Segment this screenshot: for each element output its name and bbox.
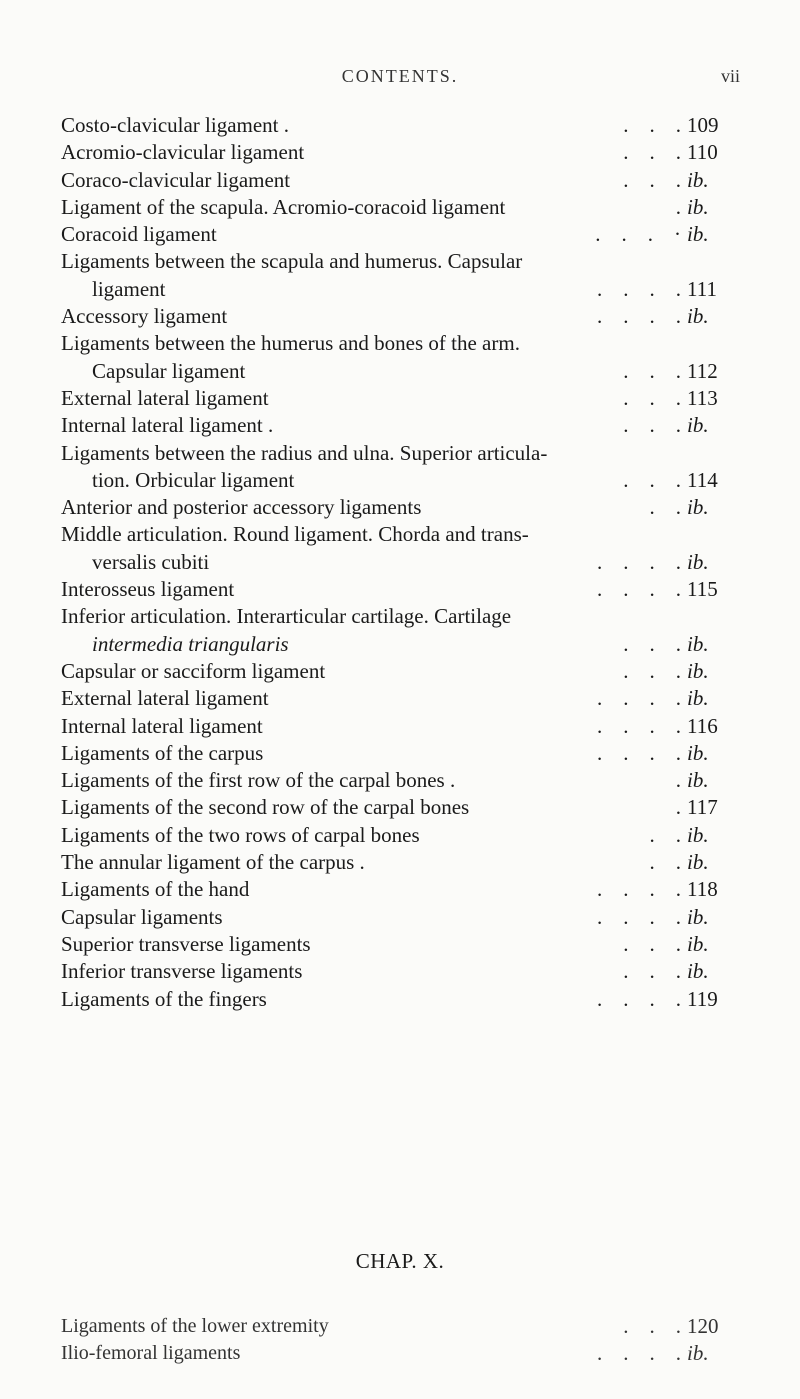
toc-entry-text: Ligaments of the two rows of carpal bones (61, 822, 420, 847)
toc-page-number: ib. (687, 850, 709, 875)
toc-leader-dots: . . . (623, 1314, 681, 1338)
toc-leader-dots: . . (649, 495, 681, 520)
toc-entry (61, 1340, 741, 1367)
toc-entry-text: The annular ligament of the carpus . (61, 850, 365, 875)
toc-page-number: ib. (687, 495, 709, 520)
toc-entry (61, 986, 741, 1013)
toc-entry (61, 603, 741, 630)
toc-leader-dots: . . . . (597, 713, 681, 738)
toc-page-number: 114 (687, 467, 718, 492)
toc-leader-dots: . . . (623, 140, 681, 165)
toc-page-number: ib. (687, 658, 709, 683)
toc-entry-text: intermedia triangularis (92, 631, 289, 656)
toc-entry (61, 549, 741, 576)
toc-entry (61, 822, 741, 849)
toc-leader-dots: . . . . (597, 686, 681, 711)
toc-page-number: ib. (687, 931, 709, 956)
toc-leader-dots: . . . (623, 358, 681, 383)
toc-page-number: 111 (687, 276, 717, 301)
toc-entry (61, 467, 741, 494)
toc-page-number: ib. (687, 822, 709, 847)
toc-leader-dots: . . . . (597, 577, 681, 602)
toc-entry (61, 1313, 741, 1340)
toc-page-number: ib. (687, 167, 709, 192)
toc-leader-dots: . (675, 768, 681, 793)
toc-page-number: 119 (687, 986, 718, 1011)
toc-entry (61, 576, 741, 603)
toc-entry-text: External lateral ligament (61, 385, 269, 410)
toc-entry (61, 358, 741, 385)
toc-entry (61, 494, 741, 521)
toc-entry (61, 112, 741, 139)
toc-entry-text: Coracoid ligament (61, 222, 217, 247)
toc-entry-text: Inferior articulation. Interarticular cartilage. Cartilage (61, 604, 512, 629)
toc-entry-text: Acromio-clavicular ligament (61, 140, 305, 165)
toc-entry-text: Superior transverse ligaments (61, 931, 311, 956)
toc-leader-dots: . (675, 194, 681, 219)
toc-leader-dots: . . (649, 850, 681, 875)
running-head (0, 66, 800, 90)
toc-leader-dots: . . . (623, 959, 681, 984)
toc-entry-text: Ligaments of the second row of the carpal bones (61, 795, 470, 820)
chapter-heading: CHAP. X. (355, 1249, 445, 1273)
toc-page-number: ib. (687, 549, 709, 574)
toc-leader-dots: . . . . (597, 1341, 681, 1366)
toc-page-number: 118 (687, 877, 718, 902)
running-title: CONTENTS. (341, 66, 459, 86)
toc-page-number: ib. (687, 959, 709, 984)
toc-entry (61, 958, 741, 985)
toc-entry (61, 330, 741, 357)
toc-entry (61, 849, 741, 876)
toc-page-number: ib. (687, 304, 709, 329)
toc-page-number: ib. (687, 1341, 709, 1366)
toc-leader-dots: . (675, 795, 681, 820)
toc-leader-dots: . . . (623, 467, 681, 492)
toc-page-number: 113 (687, 385, 718, 410)
toc-page-number: 110 (687, 140, 718, 165)
toc-entry-text: Anterior and posterior accessory ligaments (61, 495, 422, 520)
toc-page-number: ib. (687, 631, 709, 656)
toc-leader-dots: . . . (623, 113, 681, 137)
toc-entry-text: versalis cubiti (92, 549, 210, 574)
toc-entry (61, 713, 741, 740)
toc-entry (61, 385, 741, 412)
toc-entry (61, 440, 741, 467)
toc-leader-dots: . . . (623, 167, 681, 192)
toc-entry-text: Middle articulation. Round ligament. Chorda and trans- (61, 522, 529, 547)
toc-page-number: 120 (687, 1314, 719, 1338)
toc-entry-text: Ligaments between the radius and ulna. Superior articula- (61, 440, 548, 465)
toc-entry-text: tion. Orbicular ligament (92, 467, 295, 492)
toc-page-number: ib. (687, 686, 709, 711)
toc-entry (61, 248, 741, 275)
toc-entry-text: Ligaments of the first row of the carpal bones . (61, 768, 456, 793)
toc-entry (61, 412, 741, 439)
toc-page-number: 116 (687, 713, 718, 738)
toc-entry-text: Ilio-femoral ligaments (61, 1342, 241, 1365)
toc-entry-text: Ligaments of the lower extremity (61, 1315, 329, 1337)
toc-page-number: ib. (687, 413, 709, 438)
toc-entry-text: Costo-clavicular ligament . (61, 113, 290, 137)
toc-leader-dots: . . . . (597, 740, 681, 765)
toc-entry (61, 794, 741, 821)
toc-entry (61, 931, 741, 958)
toc-entry-text: Ligaments of the hand (61, 877, 250, 902)
toc-entry (61, 685, 741, 712)
toc-leader-dots: . . . . (597, 304, 681, 329)
toc-entry (61, 276, 741, 303)
toc-page-number: 115 (687, 577, 718, 602)
toc-entry (61, 767, 741, 794)
toc-leader-dots: . . . (623, 658, 681, 683)
toc-leader-dots: . . . . (597, 986, 681, 1011)
toc-leader-dots: . . . . (597, 904, 681, 929)
toc-entry (61, 139, 741, 166)
toc-page-number: ib. (687, 222, 709, 247)
toc-entry-text: Ligaments of the carpus (61, 740, 264, 765)
toc-entry-text: Ligaments between the humerus and bones of the arm. (61, 331, 520, 356)
toc-leader-dots: . . . . (597, 877, 681, 902)
toc-entry (61, 631, 741, 658)
toc-leader-dots: . . . (623, 931, 681, 956)
toc-entry (61, 194, 741, 221)
toc-entry (61, 167, 741, 194)
toc-page-number: 109 (687, 113, 719, 137)
toc-entry (61, 521, 741, 548)
toc-entry (61, 876, 741, 903)
toc-page-number: ib. (687, 740, 709, 765)
toc-page-number: ib. (687, 768, 709, 793)
toc-leader-dots: . . . · (595, 222, 681, 247)
toc-entry-text: Internal lateral ligament . (61, 413, 274, 438)
toc-leader-dots: . . . . (597, 276, 681, 301)
toc-leader-dots: . . . (623, 385, 681, 410)
toc-leader-dots: . . (649, 822, 681, 847)
toc-page-number: 112 (687, 358, 718, 383)
toc-leader-dots: . . . (623, 413, 681, 438)
toc-page-number: ib. (687, 194, 709, 219)
toc-entry-text: Interosseus ligament (61, 577, 235, 602)
toc-entry-text: Capsular ligaments (61, 904, 223, 929)
toc-entry-text: Ligament of the scapula. Acromio-coracoid ligament (61, 194, 506, 219)
toc-page-number: 117 (687, 795, 718, 820)
toc-entry-text: ligament (92, 276, 166, 301)
toc-entry (61, 904, 741, 931)
toc-leader-dots: . . . . (597, 549, 681, 574)
toc-entry-text: Inferior transverse ligaments (61, 959, 303, 984)
page-number: vii (720, 66, 740, 86)
toc-page-number: ib. (687, 904, 709, 929)
toc-entry-text: Capsular ligament (92, 358, 246, 383)
toc-leader-dots: . . . (623, 631, 681, 656)
toc-entry-text: Accessory ligament (61, 304, 228, 329)
toc-entry-text: Internal lateral ligament (61, 713, 263, 738)
toc-entry (61, 303, 741, 330)
toc-entry-text: Ligaments between the scapula and humerus. Capsular (61, 249, 523, 274)
toc-entry-text: External lateral ligament (61, 686, 269, 711)
toc-entry-text: Coraco-clavicular ligament (61, 167, 291, 192)
toc-entry (61, 658, 741, 685)
toc-entry-text: Ligaments of the fingers (61, 986, 267, 1011)
table-of-contents (61, 112, 741, 1013)
toc-entry-text: Capsular or sacciform ligament (61, 658, 326, 683)
chapter-contents (61, 1313, 741, 1368)
toc-entry (61, 740, 741, 767)
toc-entry (61, 221, 741, 248)
